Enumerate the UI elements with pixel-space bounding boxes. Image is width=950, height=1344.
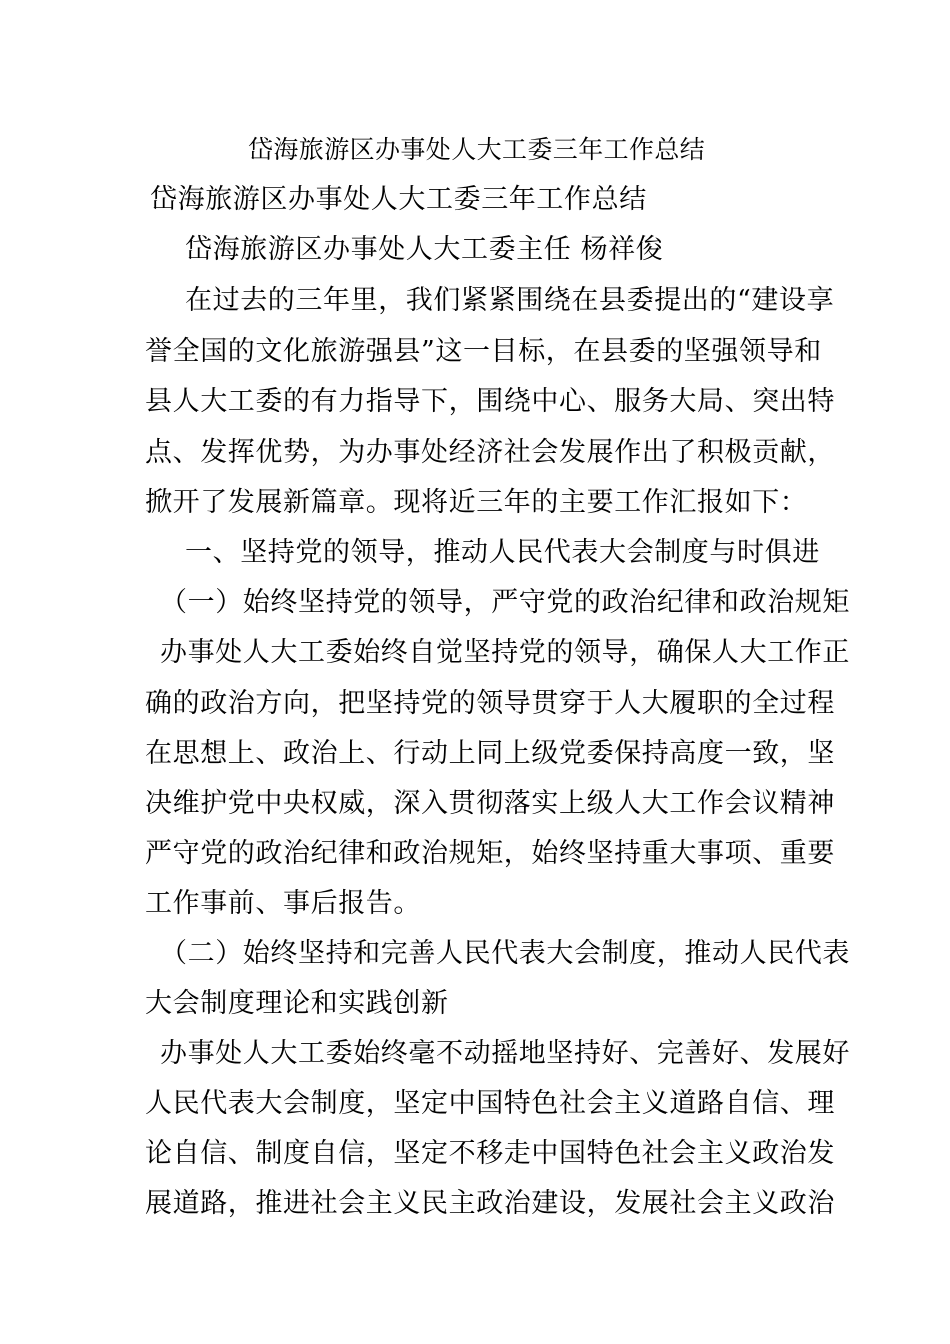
body-line: 点、发挥优势，为办事处经济社会发展作出了积极贡献， [145,437,835,468]
body-line: 县人大工委的有力指导下，围绕中心、服务大局、突出特 [145,386,835,417]
body-line: 严守党的政治纪律和政治规矩，始终坚持重大事项、重要 [145,838,835,869]
body-line: 誉全国的文化旅游强县”这一目标，在县委的坚强领导和 [145,336,822,367]
body-line: 办事处人大工委始终自觉坚持党的领导，确保人大工作正 [160,637,850,668]
body-line: 论自信、制度自信，坚定不移走中国特色社会主义政治发 [145,1138,835,1169]
body-line: 办事处人大工委始终毫不动摇地坚持好、完善好、发展好 [160,1038,850,1069]
body-line: 工作事前、事后报告。 [145,888,421,919]
body-line: 掀开了发展新篇章。现将近三年的主要工作汇报如下： [145,487,808,518]
body-line: 在过去的三年里，我们紧紧围绕在县委提出的“建设享 [185,285,835,316]
section-heading: 一、坚持党的领导，推动人民代表大会制度与时俱进 [185,537,820,568]
subsection-heading: （一）始终坚持党的领导，严守党的政治纪律和政治规矩 [160,587,850,618]
document-title: 岱海旅游区办事处人大工委三年工作总结 [248,135,706,164]
subsection-heading-continued: 大会制度理论和实践创新 [145,988,449,1019]
subsection-heading: （二）始终坚持和完善人民代表大会制度，推动人民代表 [160,938,850,969]
body-line: 展道路，推进社会主义民主政治建设，发展社会主义政治 [145,1188,835,1219]
author-line: 岱海旅游区办事处人大工委主任 杨祥俊 [185,234,664,265]
body-line: 在思想上、政治上、行动上同上级党委保持高度一致，坚 [145,738,835,769]
body-line: 确的政治方向，把坚持党的领导贯穿于人大履职的全过程 [145,688,835,719]
body-line: 决维护党中央权威，深入贯彻落实上级人大工作会议精神 [145,788,835,819]
body-line: 人民代表大会制度，坚定中国特色社会主义道路自信、理 [145,1088,835,1119]
document-subtitle: 岱海旅游区办事处人大工委三年工作总结 [150,184,647,215]
